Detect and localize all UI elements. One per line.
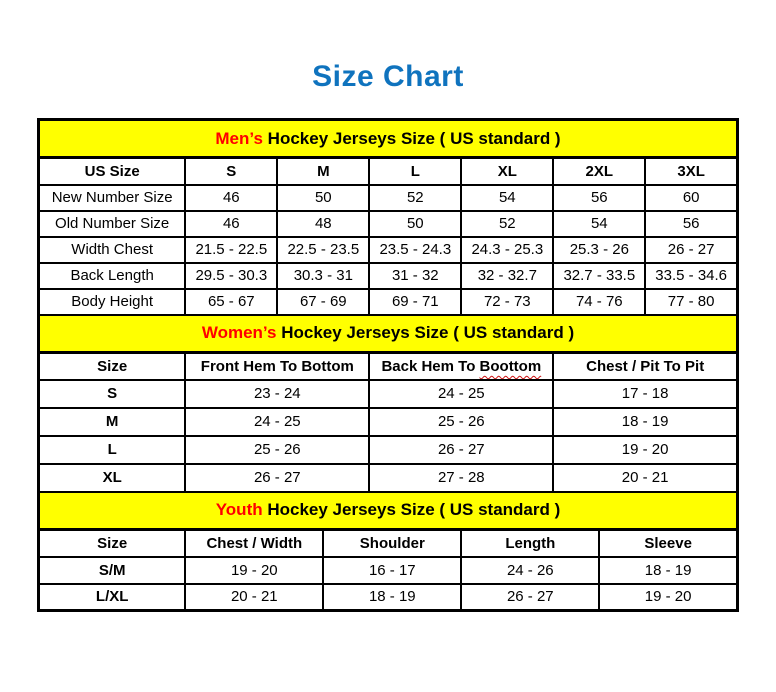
men-cell: 24.3 - 25.3 (461, 237, 553, 263)
women-banner-text: Hockey Jerseys Size ( US standard ) (281, 323, 575, 343)
women-row-label: L (39, 436, 186, 464)
youth-cell: 24 - 26 (461, 557, 599, 584)
table-row (39, 380, 738, 408)
men-banner-cell (39, 120, 738, 158)
men-cell: 46 (185, 185, 277, 211)
youth-cell: 26 - 27 (461, 584, 599, 611)
women-col-header (369, 353, 553, 380)
women-row-label: M (39, 408, 186, 436)
table-row (39, 436, 738, 464)
men-header-row (39, 158, 738, 185)
youth-col-header: Size (39, 530, 186, 557)
men-col-header: 3XL (645, 158, 737, 185)
women-cell: 19 - 20 (553, 436, 737, 464)
youth-header-row (39, 530, 738, 557)
table-row (39, 211, 738, 237)
men-cell: 21.5 - 22.5 (185, 237, 277, 263)
table-row (39, 263, 738, 289)
table-row (39, 464, 738, 492)
men-banner-highlight: Men’s (215, 128, 263, 148)
men-cell: 74 - 76 (553, 289, 645, 315)
youth-banner-highlight: Youth (215, 500, 263, 520)
women-cell: 27 - 28 (369, 464, 553, 492)
men-cell: 23.5 - 24.3 (369, 237, 461, 263)
men-cell: 52 (369, 185, 461, 211)
men-cell: 60 (645, 185, 737, 211)
women-col-header: Front Hem To Bottom (185, 353, 369, 380)
men-cell: 69 - 71 (369, 289, 461, 315)
men-cell: 22.5 - 23.5 (277, 237, 369, 263)
women-cell: 17 - 18 (553, 380, 737, 408)
table-row (39, 237, 738, 263)
men-col-header: XL (461, 158, 553, 185)
page-title: Size Chart (312, 60, 464, 93)
table-row (39, 557, 738, 584)
men-row-label: Body Height (39, 289, 186, 315)
men-cell: 52 (461, 211, 553, 237)
men-cell: 77 - 80 (645, 289, 737, 315)
women-cell: 26 - 27 (185, 464, 369, 492)
men-cell: 67 - 69 (277, 289, 369, 315)
men-row-label: Old Number Size (39, 211, 186, 237)
men-cell: 46 (185, 211, 277, 237)
men-row-label: Width Chest (39, 237, 186, 263)
youth-col-header: Sleeve (599, 530, 737, 557)
men-cell: 54 (461, 185, 553, 211)
men-cell: 31 - 32 (369, 263, 461, 289)
women-col-header-back-misspelled-word: Boottom (479, 357, 542, 375)
men-cell: 65 - 67 (185, 289, 277, 315)
women-section-banner (39, 315, 738, 353)
men-cell: 32 - 32.7 (461, 263, 553, 289)
youth-row-label: S/M (39, 557, 186, 584)
men-cell: 56 (645, 211, 737, 237)
men-banner-text: Hockey Jerseys Size ( US standard ) (267, 128, 561, 148)
youth-col-header: Length (461, 530, 599, 557)
table-row (39, 289, 738, 315)
women-cell: 24 - 25 (369, 380, 553, 408)
men-cell: 25.3 - 26 (553, 237, 645, 263)
youth-cell: 18 - 19 (599, 557, 737, 584)
table-row (39, 185, 738, 211)
men-cell: 30.3 - 31 (277, 263, 369, 289)
table-row (39, 584, 738, 611)
men-cell: 26 - 27 (645, 237, 737, 263)
men-cell: 48 (277, 211, 369, 237)
youth-col-header: Chest / Width (185, 530, 323, 557)
table-row (39, 408, 738, 436)
women-row-label: S (39, 380, 186, 408)
women-cell: 25 - 26 (369, 408, 553, 436)
men-row-label: New Number Size (39, 185, 186, 211)
men-section-banner (39, 120, 738, 158)
men-cell: 32.7 - 33.5 (553, 263, 645, 289)
men-col-header: US Size (39, 158, 186, 185)
men-col-header: 2XL (553, 158, 645, 185)
women-row-label: XL (39, 464, 186, 492)
men-row-label: Back Length (39, 263, 186, 289)
youth-banner-cell (39, 492, 738, 530)
youth-cell: 19 - 20 (185, 557, 323, 584)
youth-cell: 19 - 20 (599, 584, 737, 611)
men-cell: 56 (553, 185, 645, 211)
women-cell: 20 - 21 (553, 464, 737, 492)
men-cell: 50 (277, 185, 369, 211)
youth-cell: 18 - 19 (323, 584, 461, 611)
women-cell: 26 - 27 (369, 436, 553, 464)
men-cell: 72 - 73 (461, 289, 553, 315)
men-col-header: L (369, 158, 461, 185)
women-banner-cell (39, 315, 738, 353)
youth-section-banner (39, 492, 738, 530)
men-cell: 29.5 - 30.3 (185, 263, 277, 289)
youth-col-header: Shoulder (323, 530, 461, 557)
men-col-header: M (277, 158, 369, 185)
men-col-header: S (185, 158, 277, 185)
youth-cell: 16 - 17 (323, 557, 461, 584)
youth-row-label: L/XL (39, 584, 186, 611)
women-col-header-back-prefix: Back Hem To (381, 357, 476, 375)
youth-cell: 20 - 21 (185, 584, 323, 611)
women-header-row (39, 353, 738, 380)
women-col-header: Size (39, 353, 186, 380)
women-cell: 24 - 25 (185, 408, 369, 436)
men-cell: 50 (369, 211, 461, 237)
women-banner-highlight: Women’s (201, 323, 277, 343)
women-col-header: Chest / Pit To Pit (553, 353, 737, 380)
men-cell: 33.5 - 34.6 (645, 263, 737, 289)
women-cell: 23 - 24 (185, 380, 369, 408)
size-chart-table (37, 118, 739, 612)
men-cell: 54 (553, 211, 645, 237)
women-cell: 25 - 26 (185, 436, 369, 464)
women-cell: 18 - 19 (553, 408, 737, 436)
youth-banner-text: Hockey Jerseys Size ( US standard ) (267, 500, 561, 520)
